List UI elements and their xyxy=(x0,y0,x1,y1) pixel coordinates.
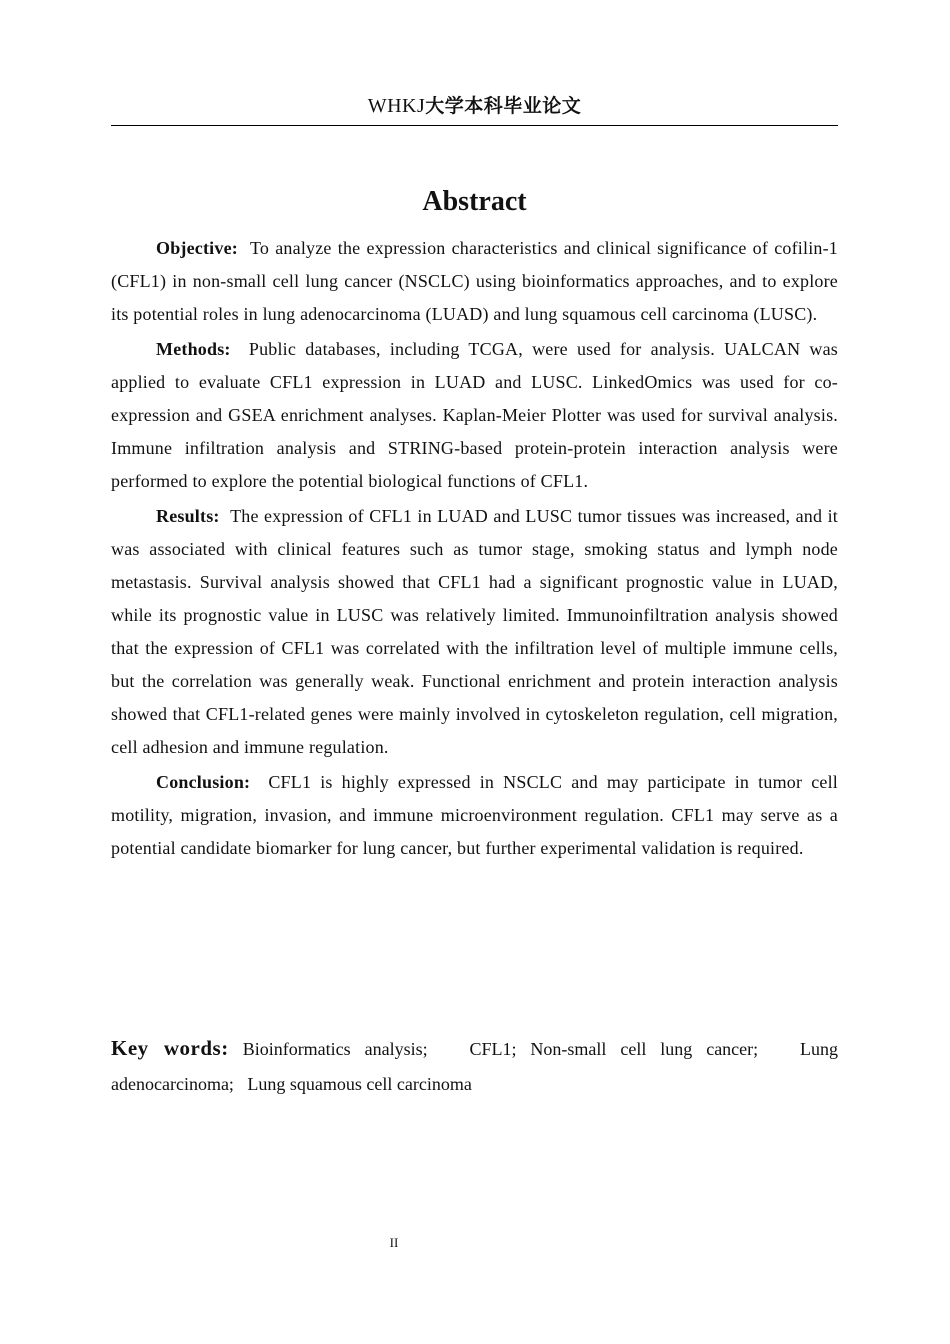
keywords-text: Bioinformatics analysis; CFL1; Non-small cell lung cancer; Lung adenocarcinoma; Lung squamous cell carcinoma xyxy=(111,1039,838,1094)
conclusion-label: Conclusion: xyxy=(156,772,251,792)
keywords-block xyxy=(111,1031,838,1102)
header-latin: WHKJ xyxy=(367,95,426,117)
results-text: The expression of CFL1 in LUAD and LUSC tumor tissues was increased, and it was associated with clinical features such as tumor stage, smoking status and lymph node metastasis. Survival analysis showed that CFL1 had a significant prognostic value in LUAD, while its prognostic value in LUSC was relatively limited. Immunoinfiltration analysis showed that the expression of CFL1 was correlated with the infiltration level of multiple immune cells, but the correlation was generally weak. Functional enrichment and protein interaction analysis showed that CFL1-related genes were mainly involved in cytoskeleton regulation, cell migration, cell adhesion and immune regulation. xyxy=(111,506,838,757)
abstract-body xyxy=(111,232,838,867)
results-label: Results: xyxy=(156,506,220,526)
methods-paragraph xyxy=(111,333,838,498)
page-number: II xyxy=(389,1235,399,1250)
header-chinese: 大学本科毕业论文 xyxy=(425,95,582,117)
abstract-title: Abstract xyxy=(422,186,527,217)
objective-label: Objective: xyxy=(156,238,238,258)
conclusion-paragraph xyxy=(111,766,838,865)
keywords-label: Key words: xyxy=(111,1036,229,1060)
objective-paragraph xyxy=(111,232,838,331)
objective-text: To analyze the expression characteristics and clinical significance of cofilin-1 (CFL1) in non-small cell lung cancer (NSCLC) using bioinformatics approaches, and to explore its potential roles in lung adenocarcinoma (LUAD) and lung squamous cell carcinoma (LUSC). xyxy=(111,238,838,324)
methods-text: Public databases, including TCGA, were used for analysis. UALCAN was applied to evaluate CFL1 expression in LUAD and LUSC. LinkedOmics was used for co-expression and GSEA enrichment analyses. Kaplan-Meier Plotter was used for survival analysis. Immune infiltration analysis and STRING-based protein-protein interaction analysis were performed to explore the potential biological functions of CFL1. xyxy=(111,339,838,491)
page-header xyxy=(111,90,838,126)
conclusion-text: CFL1 is highly expressed in NSCLC and may participate in tumor cell motility, migration, invasion, and immune microenvironment regulation. CFL1 may serve as a potential candidate biomarker for lung cancer, but further experimental validation is required. xyxy=(111,772,838,858)
methods-label: Methods: xyxy=(156,339,231,359)
results-paragraph xyxy=(111,500,838,764)
